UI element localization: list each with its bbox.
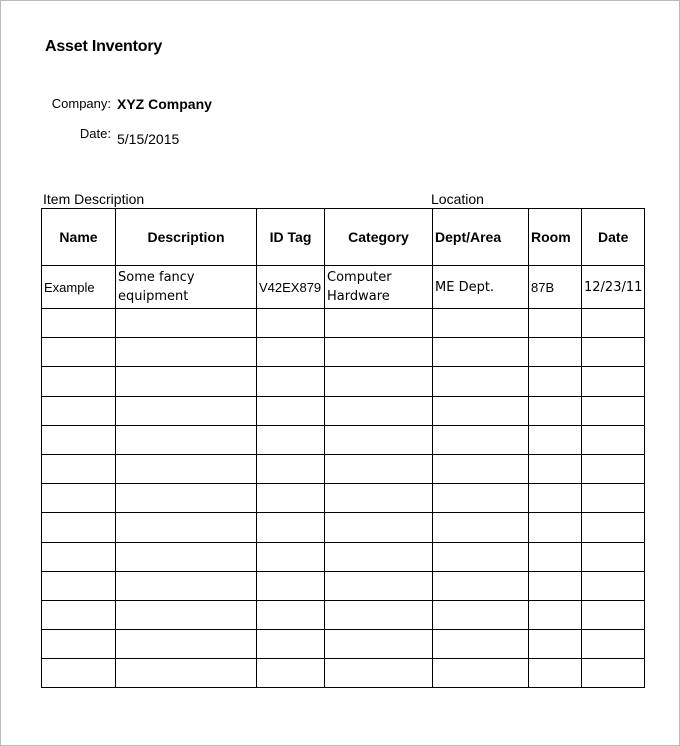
cell-room[interactable] [529, 600, 582, 629]
cell-description[interactable] [116, 600, 257, 629]
cell-room[interactable] [529, 513, 582, 542]
cell-description[interactable] [116, 542, 257, 571]
column-header-dept-area: Dept/Area [433, 209, 529, 266]
column-header-description: Description [116, 209, 257, 266]
table-header-row [42, 209, 645, 266]
cell-dept-area[interactable] [433, 367, 529, 396]
cell-category[interactable] [325, 425, 433, 454]
cell-room[interactable] [529, 309, 582, 338]
cell-category[interactable] [325, 338, 433, 367]
cell-room[interactable] [529, 542, 582, 571]
cell-description[interactable] [116, 367, 257, 396]
cell-category[interactable] [325, 513, 433, 542]
cell-id-tag[interactable] [257, 600, 325, 629]
description-line-2: equipment [118, 289, 189, 304]
table-row [42, 309, 645, 338]
cell-name[interactable] [42, 425, 116, 454]
cell-date[interactable]: 12/23/11 [582, 266, 645, 309]
description-line-1: Some fancy [118, 270, 195, 285]
category-line-1: Computer [327, 270, 392, 285]
company-label: Company: [51, 96, 111, 111]
cell-category[interactable] [325, 571, 433, 600]
cell-description[interactable] [116, 266, 257, 309]
cell-date[interactable] [582, 542, 645, 571]
cell-date[interactable] [582, 600, 645, 629]
cell-dept-area[interactable] [433, 425, 529, 454]
cell-description[interactable] [116, 659, 257, 688]
cell-date[interactable] [582, 571, 645, 600]
cell-date[interactable] [582, 484, 645, 513]
cell-category[interactable] [325, 309, 433, 338]
cell-name[interactable] [42, 338, 116, 367]
cell-id-tag[interactable] [257, 659, 325, 688]
table-row [42, 425, 645, 454]
cell-name[interactable]: Example [42, 266, 116, 309]
group-header-location: Location [431, 191, 484, 207]
cell-date[interactable] [582, 309, 645, 338]
cell-id-tag[interactable] [257, 630, 325, 659]
cell-category[interactable] [325, 454, 433, 483]
cell-dept-area[interactable] [433, 484, 529, 513]
cell-room[interactable] [529, 367, 582, 396]
cell-room[interactable] [529, 338, 582, 367]
table-row [42, 571, 645, 600]
cell-description[interactable] [116, 454, 257, 483]
cell-dept-area[interactable] [433, 659, 529, 688]
cell-dept-area[interactable] [433, 396, 529, 425]
cell-dept-area[interactable] [433, 338, 529, 367]
cell-id-tag[interactable] [257, 338, 325, 367]
cell-description[interactable] [116, 484, 257, 513]
cell-room[interactable] [529, 571, 582, 600]
cell-id-tag[interactable] [257, 484, 325, 513]
cell-room[interactable] [529, 396, 582, 425]
cell-category[interactable] [325, 484, 433, 513]
cell-name[interactable] [42, 630, 116, 659]
cell-category[interactable] [325, 367, 433, 396]
table-row-example [42, 266, 645, 309]
cell-date[interactable] [582, 425, 645, 454]
column-header-id-tag: ID Tag [257, 209, 325, 266]
table-row [42, 659, 645, 688]
category-line-2: Hardware [327, 289, 390, 304]
column-header-category: Category [325, 209, 433, 266]
cell-room[interactable] [529, 454, 582, 483]
cell-dept-area[interactable] [433, 600, 529, 629]
cell-id-tag[interactable] [257, 367, 325, 396]
table-row [42, 454, 645, 483]
cell-room[interactable] [529, 484, 582, 513]
cell-description[interactable] [116, 338, 257, 367]
cell-dept-area[interactable]: ME Dept. [433, 266, 529, 309]
cell-description[interactable] [116, 571, 257, 600]
cell-date[interactable] [582, 659, 645, 688]
cell-category[interactable] [325, 266, 433, 309]
cell-date[interactable] [582, 454, 645, 483]
cell-name[interactable] [42, 600, 116, 629]
date-value[interactable]: 5/15/2015 [117, 131, 180, 147]
cell-description[interactable] [116, 309, 257, 338]
cell-dept-area[interactable] [433, 309, 529, 338]
cell-date[interactable] [582, 513, 645, 542]
cell-category[interactable] [325, 542, 433, 571]
cell-id-tag[interactable] [257, 396, 325, 425]
company-value[interactable]: XYZ Company [117, 96, 212, 112]
cell-dept-area[interactable] [433, 454, 529, 483]
cell-category[interactable] [325, 396, 433, 425]
cell-dept-area[interactable] [433, 571, 529, 600]
cell-name[interactable] [42, 659, 116, 688]
cell-date[interactable] [582, 396, 645, 425]
cell-date[interactable] [582, 338, 645, 367]
cell-room[interactable] [529, 630, 582, 659]
table-row [42, 513, 645, 542]
column-header-name: Name [42, 209, 116, 266]
cell-id-tag[interactable] [257, 513, 325, 542]
date-label: Date: [79, 126, 111, 141]
cell-description[interactable] [116, 513, 257, 542]
document-title: Asset Inventory [45, 38, 163, 55]
table-row [42, 367, 645, 396]
table-row [42, 396, 645, 425]
table-row [42, 484, 645, 513]
cell-name[interactable] [42, 571, 116, 600]
cell-name[interactable] [42, 309, 116, 338]
cell-id-tag[interactable]: V42EX879 [257, 266, 325, 309]
cell-dept-area[interactable] [433, 513, 529, 542]
cell-category[interactable] [325, 630, 433, 659]
cell-description[interactable] [116, 630, 257, 659]
cell-date[interactable] [582, 630, 645, 659]
cell-room[interactable]: 87B [529, 266, 582, 309]
cell-dept-area[interactable] [433, 630, 529, 659]
cell-category[interactable] [325, 659, 433, 688]
asset-inventory-table [41, 208, 645, 688]
cell-room[interactable] [529, 659, 582, 688]
table-row [42, 600, 645, 629]
cell-id-tag[interactable] [257, 571, 325, 600]
cell-name[interactable] [42, 454, 116, 483]
cell-id-tag[interactable] [257, 454, 325, 483]
column-header-date: Date [582, 209, 645, 266]
cell-name[interactable] [42, 542, 116, 571]
cell-name[interactable] [42, 367, 116, 396]
cell-description[interactable] [116, 425, 257, 454]
column-header-room: Room [529, 209, 582, 266]
cell-name[interactable] [42, 513, 116, 542]
cell-room[interactable] [529, 425, 582, 454]
cell-description[interactable] [116, 396, 257, 425]
table-row [42, 542, 645, 571]
cell-name[interactable] [42, 396, 116, 425]
cell-category[interactable] [325, 600, 433, 629]
table-row [42, 630, 645, 659]
cell-name[interactable] [42, 484, 116, 513]
cell-id-tag[interactable] [257, 425, 325, 454]
cell-id-tag[interactable] [257, 309, 325, 338]
cell-id-tag[interactable] [257, 542, 325, 571]
table-row [42, 338, 645, 367]
cell-dept-area[interactable] [433, 542, 529, 571]
group-header-item-description: Item Description [43, 191, 145, 207]
cell-date[interactable] [582, 367, 645, 396]
